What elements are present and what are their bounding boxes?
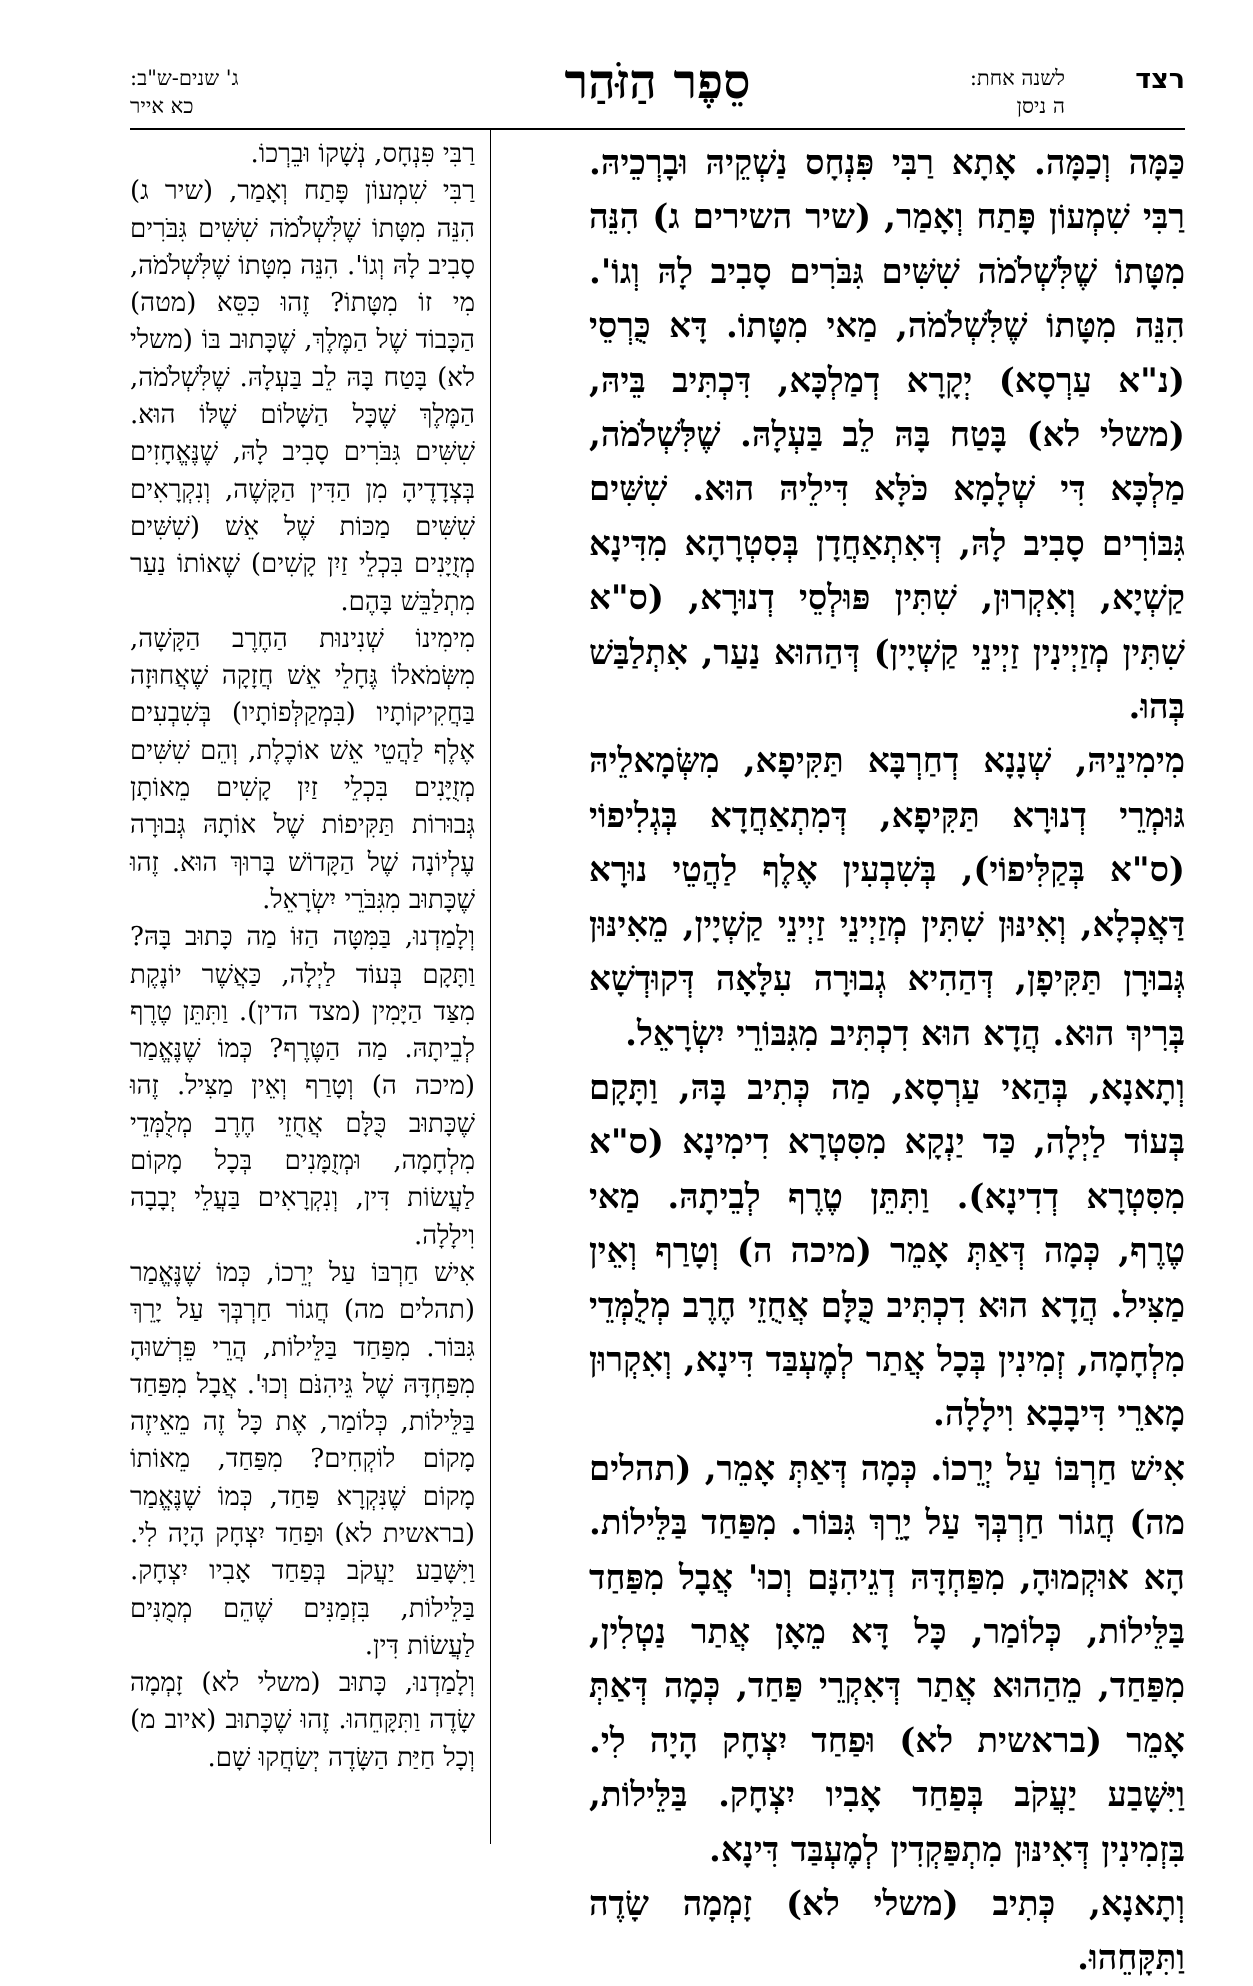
schedule-one-year-label: לשנה אחת: <box>969 66 1065 90</box>
translation-paragraph: רַבִּי שִׁמְעוֹן פָּתַח וְאָמַר, (שיר ג) הִנֵּה מִטָּתוֹ שֶׁלִּשְׁלֹמֹה שִׁשִּׁים גִּבֹּרִים סָבִיב לָהּ וְגוֹ'. הִנֵּה מִטָּתוֹ שֶׁלִּשְׁלֹמֹה, מִי זוֹ מִטָּתוֹ? זֶהוּ כִּסֵּא (מטה) הַכָּבוֹד שֶׁל הַמֶּלֶךְ, שֶׁכָּתוּב בּוֹ (משלי לא) בָּטַח בָּהּ לֵב בַּעְלָהּ. שֶׁלִּשְׁלֹמֹה, הַמֶּלֶךְ שֶׁכָּל הַשָּׁלוֹם שֶׁלּוֹ הוּא. שִׁשִּׁים גִּבֹּרִים סָבִיב לָהּ, שֶׁנֶּאֱחָזִים בְּצְדָדֶיהָ מִן הַדִּין הַקָּשֶׁה, וְנִקְרָאִים שִׁשִּׁים מַכּוֹת שֶׁל אֵשׁ (שִׁשִּׁים מְזֻיָּנִים בִּכְלֵי זַיִן קָשִׁים) שֶׁאוֹתוֹ נַעַר מִתְלַבֵּשׁ בָּהֶם. <box>130 176 475 617</box>
schedule-three-years-label: ג' שנים-ש"ב: <box>130 66 239 90</box>
header-rule <box>130 128 1185 130</box>
main-paragraph: וְתָאנָא, כְּתִיב (משלי לא) זָמְמָה שָׂדֶה וַתִּקָּחֵהוּ. <box>589 1884 1185 1979</box>
schedule-three-years-date: כא אייר <box>130 94 194 118</box>
page-number: רצד <box>1135 64 1185 95</box>
translation-paragraph: מִימִינוֹ שְׁנִינוּת הַחֶרֶב הַקָּשָׁה, מִשְּׂמֹאלוֹ גֶּחָלֵי אֵשׁ חֲזָקָה שֶׁאֲחוּזָה בַּחֲקִיקוֹתָיו (בִּמְקַלְּפוֹתָיו) בְּשִׁבְעִים אֶלֶף לַהֲטֵי אֵשׁ אוֹכֶלֶת, וְהֵם שִׁשִּׁים מְזֻיָּנִים בִּכְלֵי זַיִן קָשִׁים מֵאוֹתָן גְּבוּרוֹת תַּקִּיפוֹת שֶׁל אוֹתָהּ גְּבוּרָה עֶלְיוֹנָה שֶׁל הַקָּדוֹשׁ בָּרוּךְ הוּא. זֶהוּ שֶׁכָּתוּב מִגִּבֹּרֵי יִשְׂרָאֵל. <box>130 623 475 915</box>
translation-paragraph: וְלָמַדְנוּ, בַּמִּטָּה הַזּוֹ מַה כָּתוּב בָּהּ? וַתָּקָם בְּעוֹד לַיְלָה, כַּאֲשֶׁר יוֹנֶקֶת מִצַּד הַיָּמִין (מצד הדין). וַתִּתֵּן טֶרֶף לְבֵיתָהּ. מַה הַטֶּרֶף? כְּמוֹ שֶׁנֶּאֱמַר (מיכה ה) וְטָרַף וְאֵין מַצִּיל. זֶהוּ שֶׁכָּתוּב כֻּלָּם אֲחֻזֵי חֶרֶב מְלֻמְּדֵי מִלְחָמָה, וּמְזֻמָּנִים בְּכָל מָקוֹם לַעֲשׂוֹת דִּין, וְנִקְרָאִים בַּעֲלֵי יְבָבָה וִילָלָה. <box>130 922 475 1251</box>
main-text-column <box>589 136 1185 1986</box>
translation-paragraph: אִישׁ חַרְבּוֹ עַל יְרֵכוֹ, כְּמוֹ שֶׁנֶּאֱמַר (תהלים מה) חֲגוֹר חַרְבְּךָ עַל יָרֵךְ גִּבּוֹר. מִפַּחַד בַּלֵּילוֹת, הֲרֵי פֵּרְשׁוּהָ מִפַּחְדָּהּ שֶׁל גֵּיהִנֹּם וְכוּ'. אֲבָל מִפַּחַד בַּלֵּילוֹת, כְּלוֹמַר, אֶת כָּל זֶה מֵאֵיזֶה מָקוֹם לוֹקְחִים? מִפַּחַד, מֵאוֹתוֹ מָקוֹם שֶׁנִּקְרָא פַּחַד, כְּמוֹ שֶׁנֶּאֱמַר (בראשית לא) וּפַחַד יִצְחָק הָיָה לִי. וַיִּשָּׁבַע יַעֲקֹב בְּפַחַד אָבִיו יִצְחָק. בַּלֵּילוֹת, בִּזְמַנִּים שֶׁהֵם מְמֻנִּים לַעֲשׂוֹת דִּין. <box>130 1257 475 1661</box>
translation-column <box>130 136 475 1777</box>
page-header <box>130 52 1185 134</box>
schedule-one-year-date: ה ניסן <box>1016 94 1065 118</box>
column-divider <box>490 130 491 1844</box>
book-title: סֵפֶר הַזֹּהַר <box>564 54 751 110</box>
translation-paragraph: רַבִּי פִּנְחָס, נְשָׁקוֹ וּבֵרְכוֹ. <box>250 139 475 169</box>
schedule-three-years <box>130 64 239 120</box>
main-paragraph: אִישׁ חַרְבּוֹ עַל יְרֵכוֹ. כְּמָה דְּאַתְּ אָמֵר, (תהלים מה) חֲגוֹר חַרְבְּךָ עַל יָרֵךְ גִּבּוֹר. מִפַּחַד בַּלֵּילוֹת. הָא אוּקְמוּהָ, מִפַּחְדָּהּ דְגֵיהִנָּם וְכוּ' אֲבָל מִפַּחַד בַּלֵּילוֹת, כְּלוֹמַר, כָּל דָּא מֵאָן אֲתַר נַטְלִין, מִפַּחַד, מֵהַהוּא אֲתַר דְּאִקְרֵי פַּחַד, כְּמָה דְּאַתְּ אָמֵר (בראשית לא) וּפַחַד יִצְחָק הָיָה לִי. וַיִּשָּׁבַע יַעֲקֹב בְּפַחַד אָבִיו יִצְחָק. בַּלֵּילוֹת, בִּזְמִינִין דְּאִינּוּן מִתְפַּקְדִין לְמֶעְבַּד דִּינָא. <box>589 1448 1185 1870</box>
main-paragraph: וְתָאנָא, בְּהַאי עַרְסָא, מַה כְּתִיב בָּהּ, וַתָּקָם בְּעוֹד לַיְלָה, כַּד יַנְקָא מִסִּטְרָא דִימִינָא (ס"א מִסִּטְרָא דְדִינָא). וַתִּתֵּן טֶרֶף לְבֵיתָהּ. מַאי טֶרֶף, כְּמָה דְּאַתְּ אָמֵר (מיכה ה) וְטָרַף וְאֵין מַצִּיל. הֲדָא הוּא דִכְתִּיב כֻּלָּם אֲחֻזֵי חֶרֶב מְלֻמְּדֵי מִלְחָמָה, זְמִינִין בְּכָל אֲתַר לְמֶעְבַּד דִּינָא, וְאִקְרוּן מָארֵי דִּיבָבָא וִילָלָה. <box>589 1067 1185 1435</box>
main-paragraph: מִימִינֵיהּ, שְׁנָנָא דְחַרְבָּא תַּקִּיפָא, מִשְּׂמָאלֵיהּ גּוּמְרֵי דְנוּרָא תַּקִּיפָא, דְּמִתְאַחֲדָא בְּגְלִיפוֹי (ס"א בְּקַלִּיפוֹי), בְּשִׁבְעִין אֶלֶף לַהֲטֵי נוּרָא דַּאֲכְלָא, וְאִינּוּן שִׁתִּין מְזַיְינֵי זַיְינֵי קַשְׁיָין, מֵאִינּוּן גְּבוּרָן תַּקִּיפָן, דְּהַהִיא גְבוּרָה עִלָּאָה דְּקוּדְשָׁא בְּרִיךְ הוּא. הֲדָא הוּא דִכְתִּיב מִגִּבּוֹרֵי יִשְׂרָאֵל. <box>589 741 1185 1054</box>
main-paragraph: כַּמָּה וְכַמָּה. אָתָא רַבִּי פִּנְחָס נַשְׁקֵיהּ וּבָרְכֵיהּ. רַבִּי שִׁמְעוֹן פָּתַח וְאָמַר, (שיר השירים ג) הִנֵּה מִטָּתוֹ שֶׁלִּשְׁלֹמֹה שִׁשִּׁים גִּבֹּרִים סָבִיב לָהּ וְגוֹ'. הִנֵּה מִטָּתוֹ שֶׁלִּשְׁלֹמֹה, מַאי מִטָּתוֹ. דָּא כֻּרְסֵי (נ"א עַרְסָא) יְקָרָא דְמַלְכָּא, דִּכְתִּיב בֵּיהּ, (משלי לא) בָּטַח בָּהּ לֵב בַּעְלָהּ. שֶׁלִּשְׁלֹמֹה, מַלְכָּא דִּי שְׁלָמָא כֹּלָּא דִּילֵיהּ הוּא. שִׁשִּׁים גִּבּוֹרִים סָבִיב לָהּ, דְּאִתְאַחֲדָן בְּסִטְרָהָא מִדִּינָא קַשְׁיָא, וְאִקְרוּן, שִׁתִּין פּוּלְסֵי דְנוּרָא, (ס"א שִׁתִּין מְזַיְינִין זַיְינֵי קַשְׁיָין) דְּהַהוּא נַעַר, אִתְלַבַּשׁ בְּהוּ. <box>589 143 1185 728</box>
translation-paragraph: וְלָמַדְנוּ, כָּתוּב (משלי לא) זָמְמָה שָׂדֶה וַתִּקָּחֵהוּ. זֶהוּ שֶׁכָּתוּב (איוב מ) וְכָל חַיַּת הַשָּׂדֶה יְשַׂחֲקוּ שָׁם. <box>130 1668 475 1773</box>
